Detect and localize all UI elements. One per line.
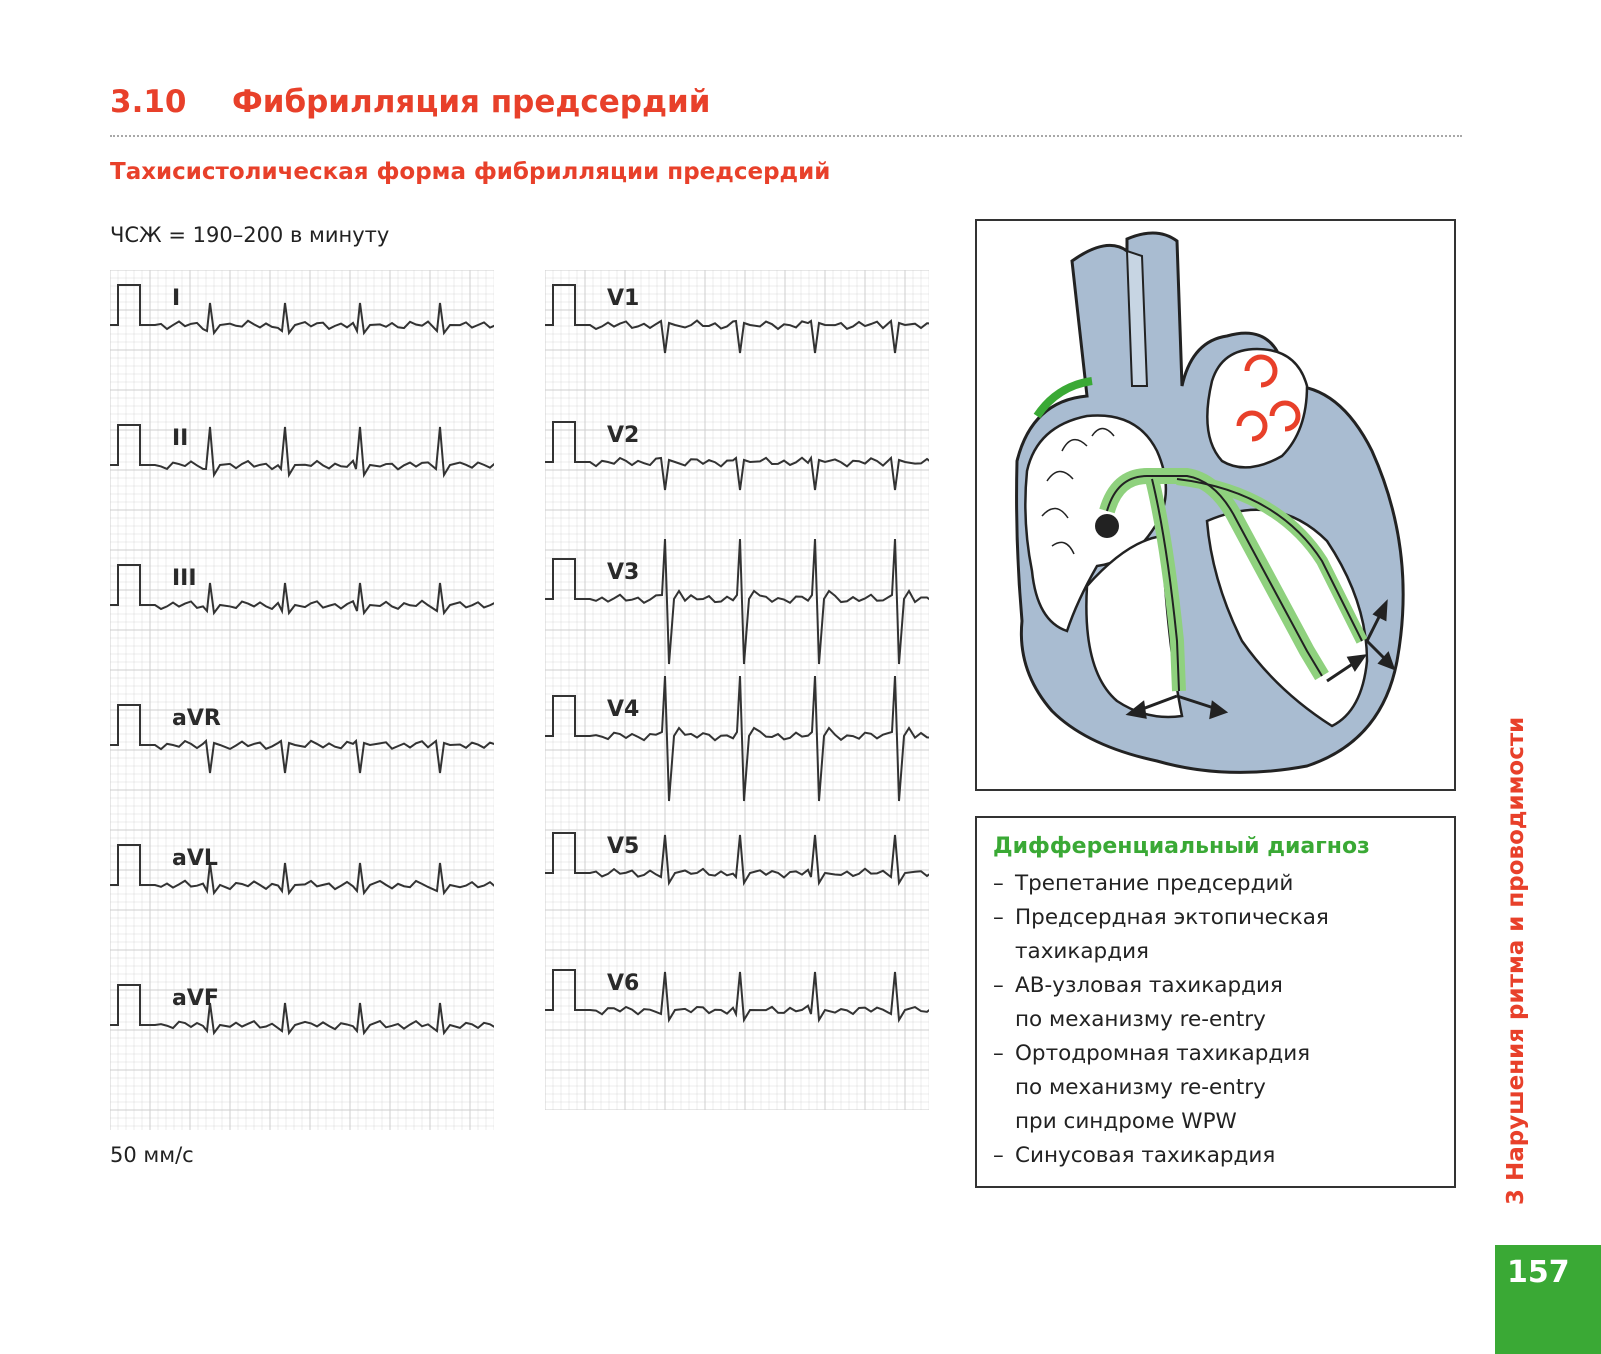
ecg-limb-leads [110, 270, 494, 1130]
ecg-limb-leads-svg [110, 270, 494, 1130]
heart-diagram [975, 219, 1456, 791]
ecg-grid [110, 270, 494, 1130]
title-divider [110, 135, 1462, 137]
page-number: 157 [1495, 1245, 1601, 1354]
chapter-label: 3 Нарушения ритма и проводимости [1503, 716, 1529, 1205]
lead-label-V4: V4 [607, 697, 640, 722]
list-item: – Трепетание предсердий [993, 867, 1440, 901]
differential-diagnosis-list [993, 867, 1440, 1173]
lead-label-aVF: aVF [172, 986, 219, 1011]
lead-label-I: I [172, 286, 181, 311]
lead-label-V6: V6 [607, 971, 640, 996]
differential-diagnosis-title: Дифференциальный диагноз [993, 834, 1370, 859]
lead-label-aVR: aVR [172, 706, 221, 731]
lead-label-II: II [172, 426, 189, 451]
lead-label-V3: V3 [607, 560, 640, 585]
paper-speed-label: 50 мм/с [110, 1143, 194, 1167]
ecg-grid [545, 270, 929, 1110]
lead-label-aVL: aVL [172, 846, 218, 871]
heart-diagram-svg [977, 221, 1454, 789]
lead-label-III: III [172, 566, 197, 591]
section-title [110, 84, 710, 120]
heart-rate-label: ЧСЖ = 190–200 в минуту [110, 223, 390, 247]
ecg-chest-leads [545, 270, 929, 1110]
list-item: – Синусовая тахикардия [993, 1139, 1440, 1173]
ecg-chest-leads-svg [545, 270, 929, 1110]
page-subtitle: Тахисистолическая форма фибрилляции предсердий [110, 159, 831, 185]
lead-label-V1: V1 [607, 286, 640, 311]
list-item: – Ортодромная тахикардия по механизму re-entry при синдроме WPW [993, 1037, 1440, 1139]
list-item: – АВ-узловая тахикардия по механизму re-entry [993, 969, 1440, 1037]
lead-label-V2: V2 [607, 423, 640, 448]
section-number: 3.10 [110, 84, 187, 120]
section-title-text: Фибрилляция предсердий [232, 84, 711, 120]
differential-diagnosis-box [975, 816, 1456, 1188]
list-item: – Предсердная эктопическая тахикардия [993, 901, 1440, 969]
lead-label-V5: V5 [607, 834, 640, 859]
